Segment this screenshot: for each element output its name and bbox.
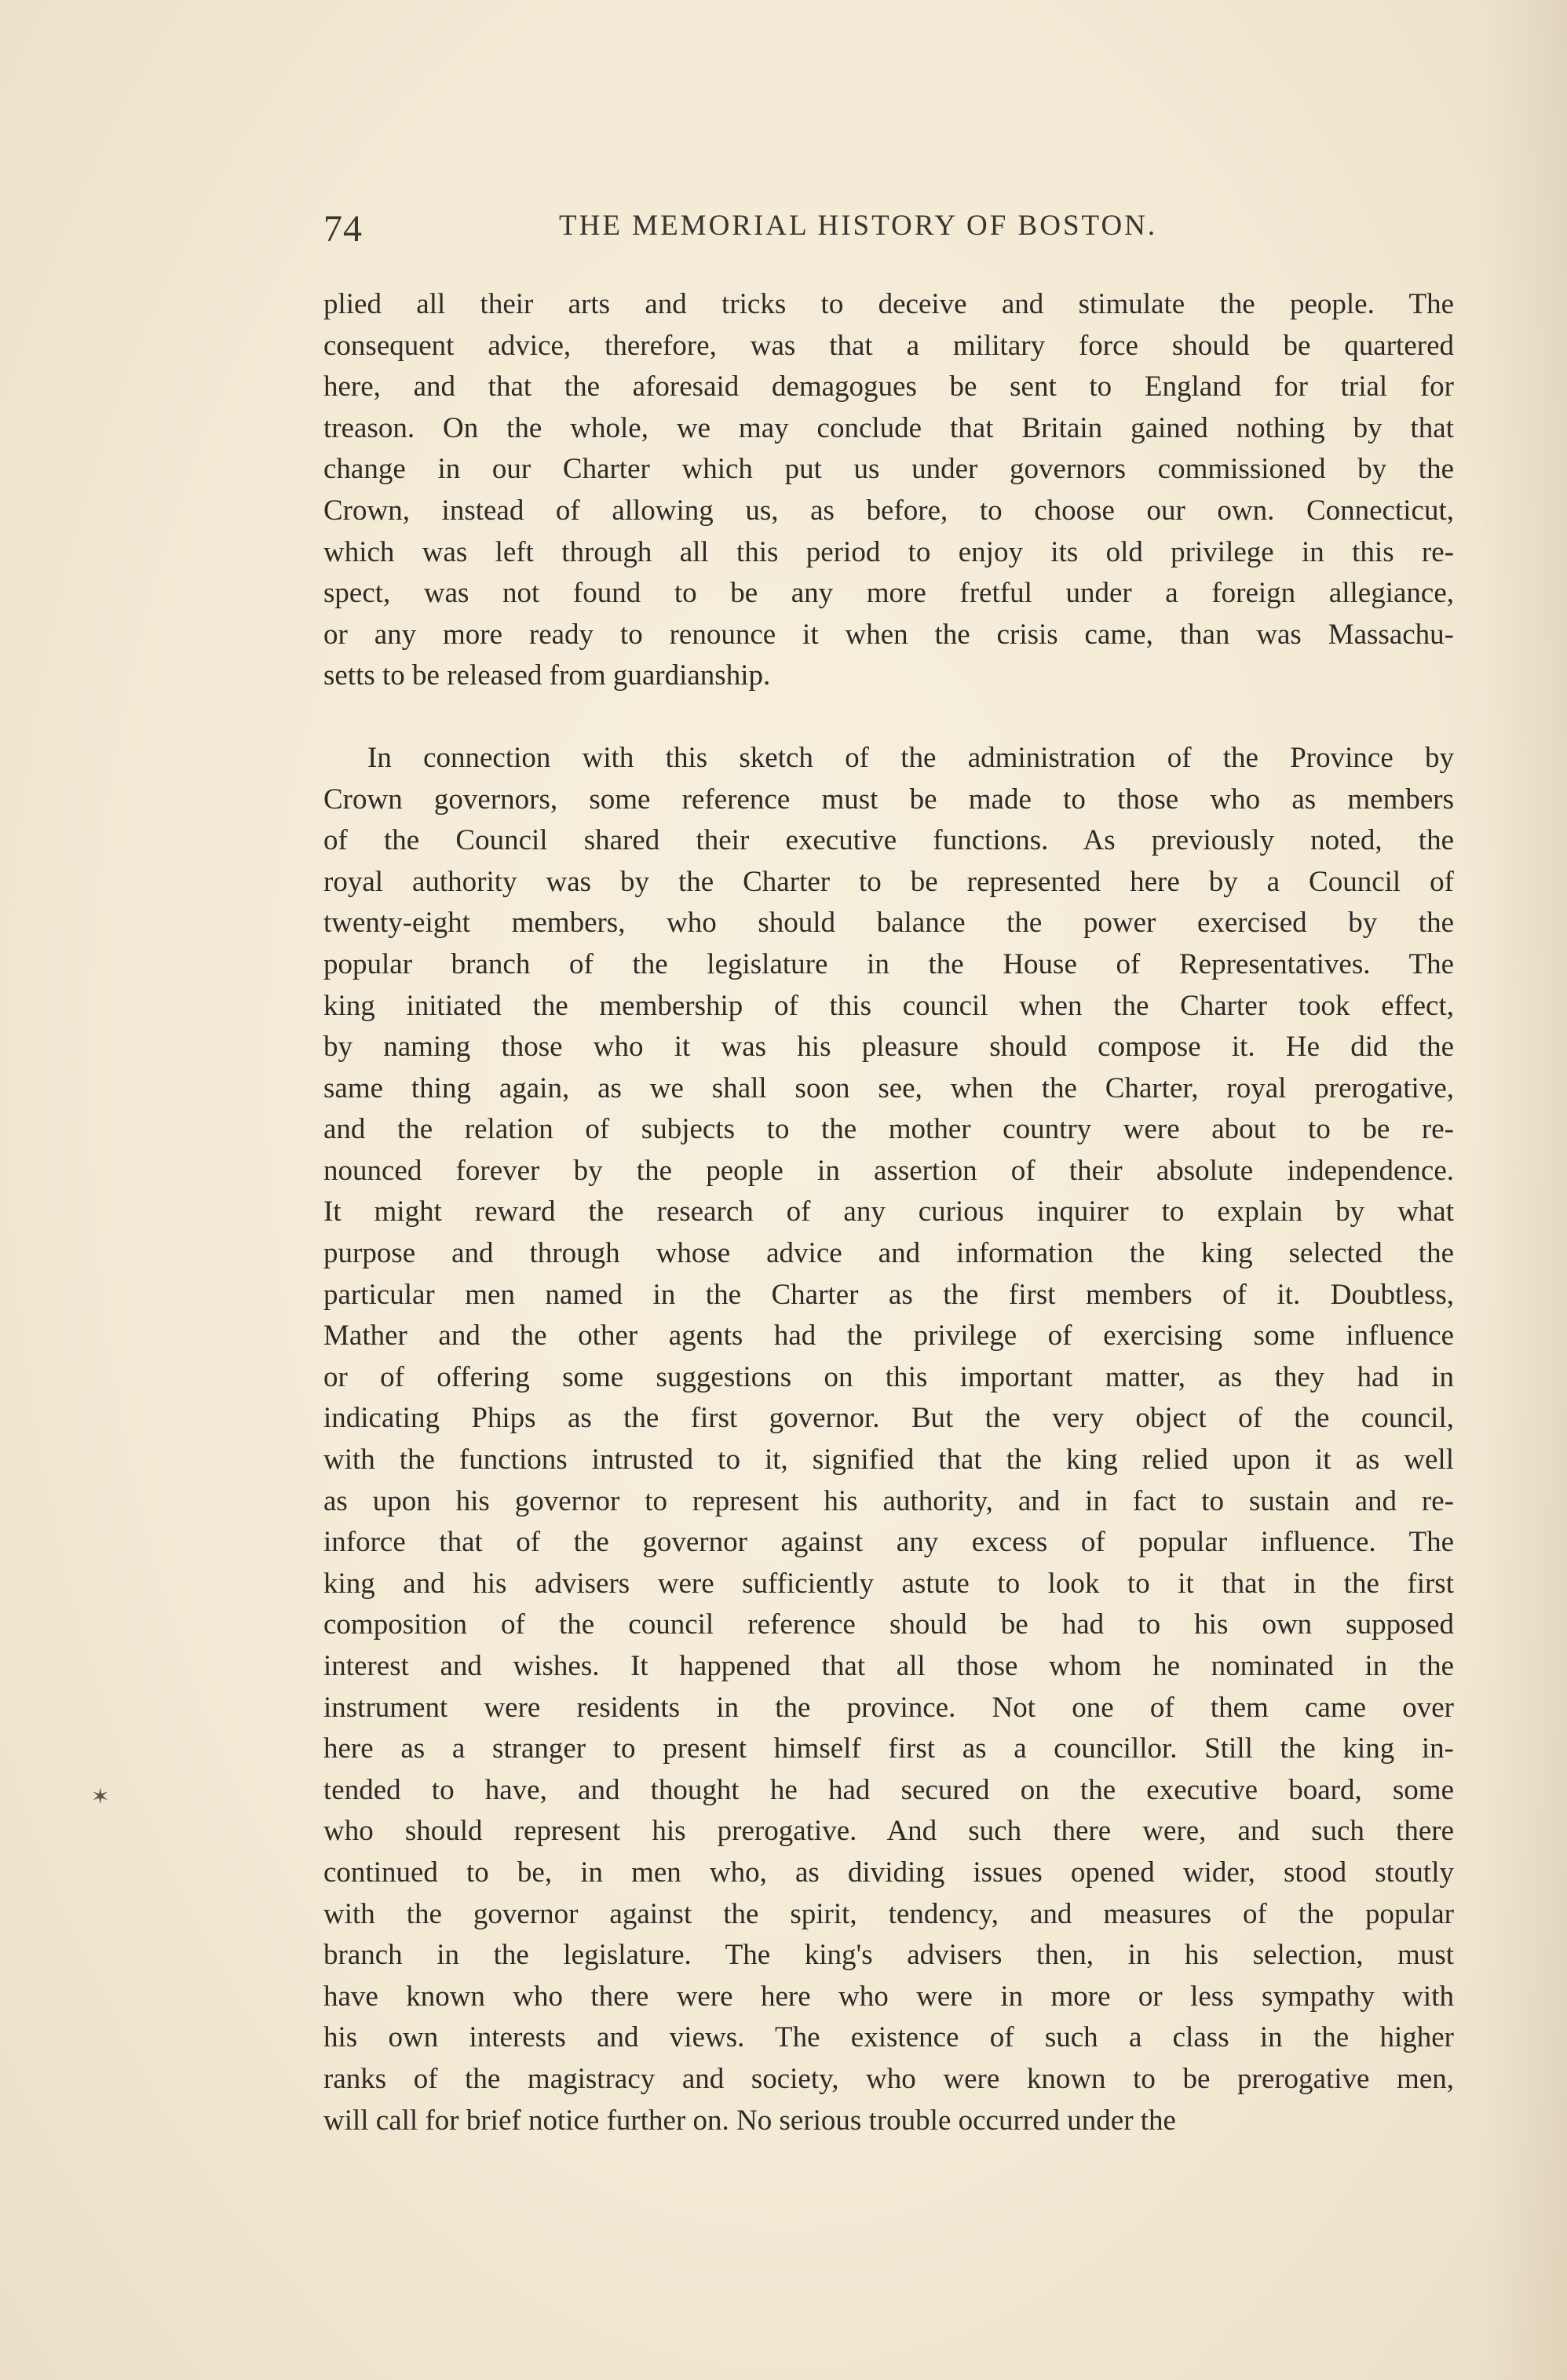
text-line: particular men named in the Charter as the first members of it. Doubtless,	[323, 1278, 1454, 1311]
running-head: THE MEMORIAL HISTORY OF BOSTON.	[559, 210, 1158, 242]
text-line: change in our Charter which put us under governors commissioned by the	[323, 453, 1454, 486]
text-line: continued to be, in men who, as dividing issues opened wider, stood stoutly	[323, 1856, 1454, 1889]
page-number: 74	[323, 208, 363, 250]
text-line: consequent advice, therefore, was that a military force should be quartered	[323, 329, 1454, 362]
text-line: which was left through all this period to enjoy its old privilege in this re-	[323, 535, 1454, 568]
text-line: royal authority was by the Charter to be represented here by a Council of	[323, 865, 1454, 898]
text-line: here, and that the aforesaid demagogues be sent to England for trial for	[323, 371, 1454, 403]
paragraph-2	[323, 738, 1454, 2141]
text-line: nounced forever by the people in assertion of their absolute independence.	[323, 1154, 1454, 1187]
text-line: inforce that of the governor against any excess of popular influence. The	[323, 1526, 1454, 1559]
text-line: king initiated the membership of this council when the Charter took effect,	[323, 989, 1454, 1022]
text-line: as upon his governor to represent his authority, and in fact to sustain and re-	[323, 1484, 1454, 1517]
text-line: interest and wishes. It happened that all those whom he nominated in the	[323, 1650, 1454, 1682]
text-line: here as a stranger to present himself first as a councillor. Still the king in-	[323, 1732, 1454, 1765]
page-header	[323, 203, 1226, 250]
text-line: instrument were residents in the province. Not one of them came over	[323, 1691, 1454, 1724]
text-line: setts to be released from guardianship.	[323, 659, 771, 692]
text-line: It might reward the research of any curious inquirer to explain by what	[323, 1195, 1454, 1228]
body-text	[323, 284, 1454, 2141]
text-line: with the functions intrusted to it, signified that the king relied upon it as well	[323, 1444, 1454, 1477]
text-line: indicating Phips as the first governor. But the very object of the council,	[323, 1402, 1454, 1435]
text-line: and the relation of subjects to the mother country were about to be re-	[323, 1113, 1454, 1146]
text-line: Mather and the other agents had the privilege of exercising some influence	[323, 1320, 1454, 1352]
text-line: spect, was not found to be any more fretful under a foreign allegiance,	[323, 577, 1454, 610]
text-line: treason. On the whole, we may conclude that Britain gained nothing by that	[323, 411, 1454, 444]
text-line: of the Council shared their executive functions. As previously noted, the	[323, 824, 1454, 857]
text-line: purpose and through whose advice and information the king selected the	[323, 1237, 1454, 1270]
text-line: his own interests and views. The existence of such a class in the higher	[323, 2021, 1454, 2054]
text-line: plied all their arts and tricks to deceive and stimulate the people. The	[323, 288, 1454, 320]
text-line: or of offering some suggestions on this important matter, as they had in	[323, 1360, 1454, 1393]
text-line: will call for brief notice further on. No serious trouble occurred under the	[323, 2104, 1176, 2137]
text-line: In connection with this sketch of the administration of the Province by	[367, 741, 1454, 774]
text-line: Crown, instead of allowing us, as before, to choose our own. Connecticut,	[323, 494, 1454, 527]
page-edge-shadow	[1481, 0, 1567, 2380]
text-line: composition of the council reference should be had to his own supposed	[323, 1608, 1454, 1641]
text-line: or any more ready to renounce it when the crisis came, than was Massachu-	[323, 618, 1454, 651]
text-line: have known who there were here who were in more or less sympathy with	[323, 1980, 1454, 2013]
text-line: with the governor against the spirit, tendency, and measures of the popular	[323, 1897, 1454, 1930]
text-line: branch in the legislature. The king's advisers then, in his selection, must	[323, 1939, 1454, 1972]
text-line: who should represent his prerogative. And such there were, and such there	[323, 1815, 1454, 1848]
margin-mark: ✶	[91, 1785, 110, 1809]
text-line: tended to have, and thought he had secured on the executive board, some	[323, 1773, 1454, 1806]
text-line: king and his advisers were sufficiently astute to look to it that in the first	[323, 1567, 1454, 1600]
paragraph-gap	[323, 697, 1454, 738]
text-line: popular branch of the legislature in the House of Representatives. The	[323, 947, 1454, 980]
text-line: same thing again, as we shall soon see, when the Charter, royal prerogative,	[323, 1071, 1454, 1104]
paragraph-1	[323, 284, 1454, 697]
text-line: twenty-eight members, who should balance the power exercised by the	[323, 907, 1454, 940]
text-line: ranks of the magistracy and society, who were known to be prerogative men,	[323, 2062, 1454, 2095]
text-line: Crown governors, some reference must be made to those who as members	[323, 783, 1454, 816]
text-line: by naming those who it was his pleasure should compose it. He did the	[323, 1031, 1454, 1064]
